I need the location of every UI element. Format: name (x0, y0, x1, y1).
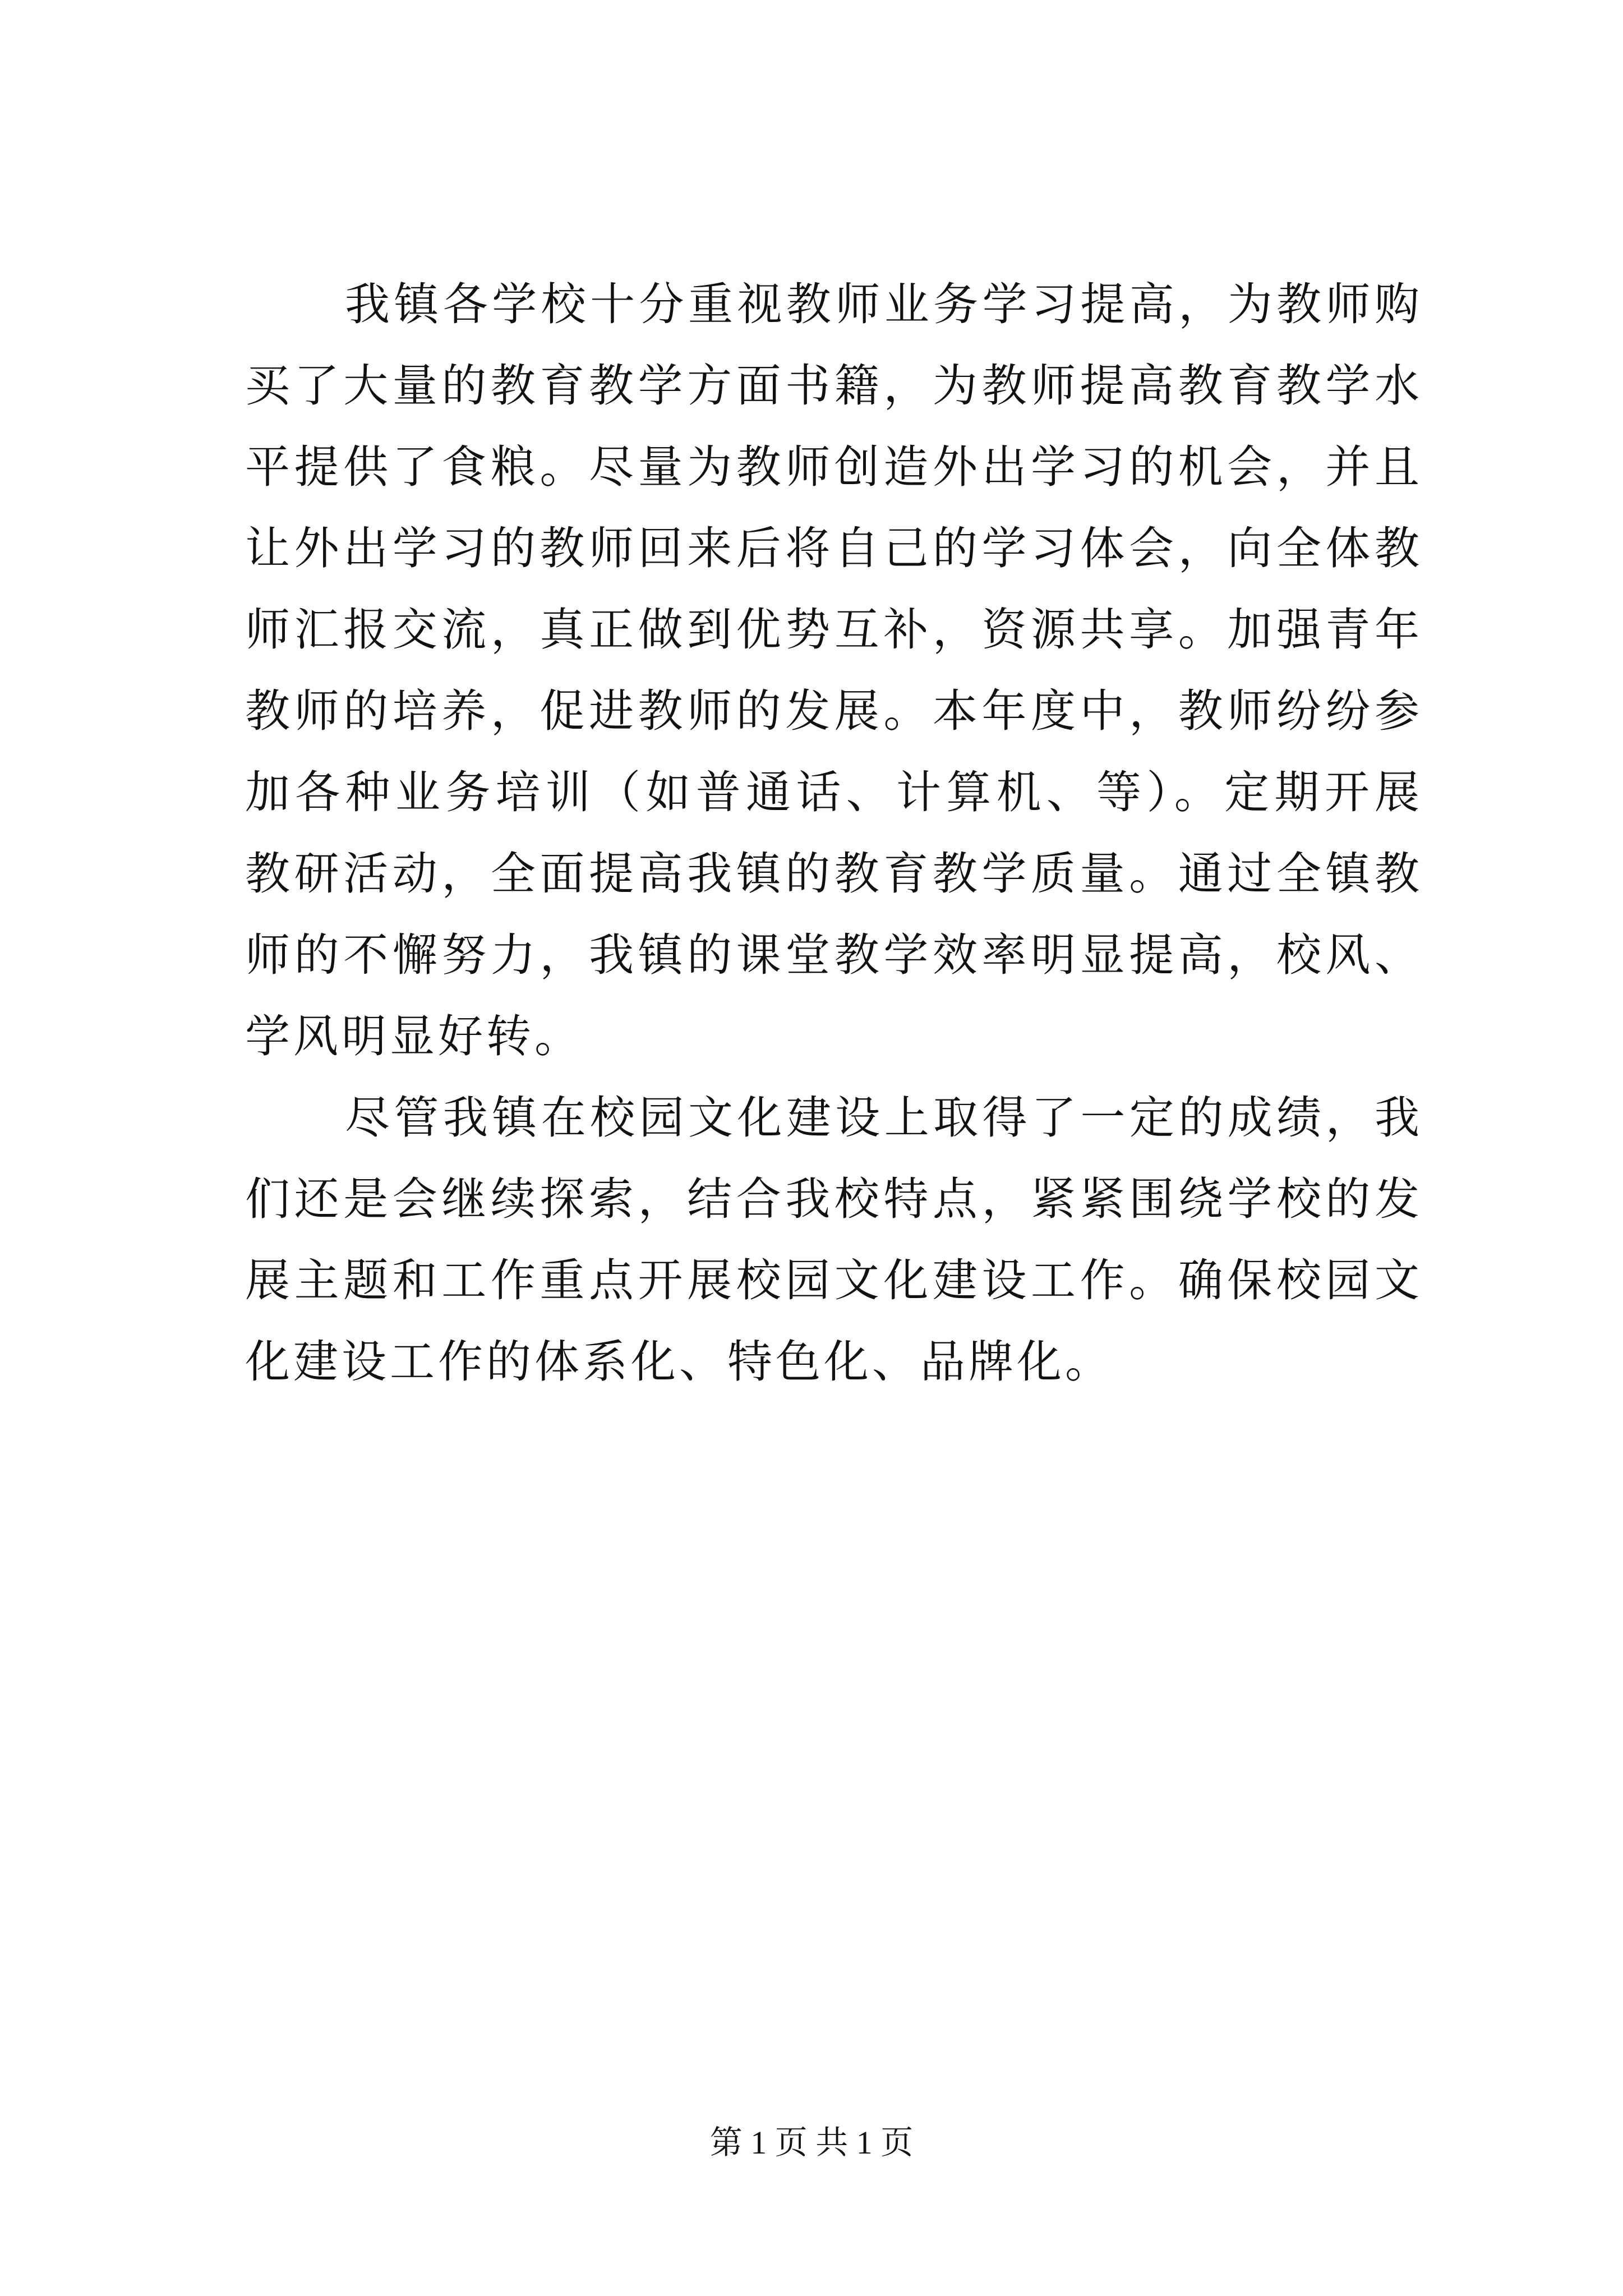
page-footer: 第 1 页 共 1 页 (709, 2124, 914, 2161)
paragraph-teacher-training: 我镇各学校十分重视教师业务学习提高，为教师购买了大量的教育教学方面书籍，为教师提高教育教学水平提供了食粮。尽量为教师创造外出学习的机会，并且让外出学习的教师回来后将自己的学习体会，向全体教师汇报交流，真正做到优势互补，资源共享。加强青年教师的培养，促进教师的发展。本年度中，教师纷纷参加各种业务培训（如普通话、计算机、等）。定期开展教研活动，全面提高我镇的教育教学质量。通过全镇教师的不懈努力，我镇的课堂教学效率明显提高，校风、学风明显好转。 (245, 278, 1423, 1062)
document-body (245, 264, 1423, 1402)
paragraph-campus-culture: 尽管我镇在校园文化建设上取得了一定的成绩，我们还是会继续探索，结合我校特点，紧紧围绕学校的发展主题和工作重点开展校园文化建设工作。确保校园文化建设工作的体系化、特色化、品牌化。 (245, 1092, 1423, 1388)
